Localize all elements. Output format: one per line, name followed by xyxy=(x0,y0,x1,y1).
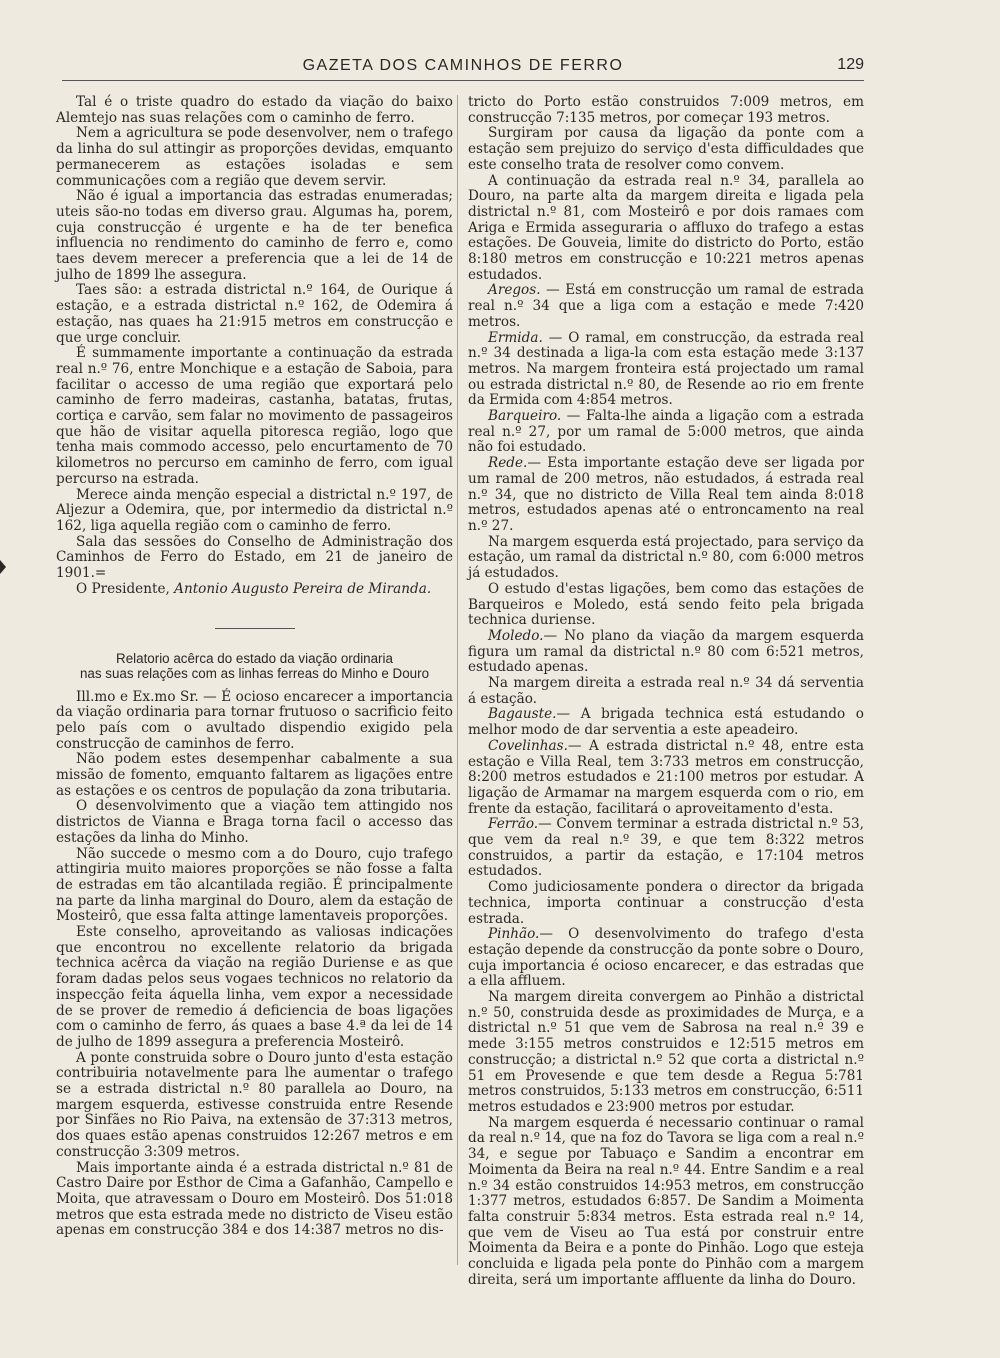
header-rule xyxy=(62,80,864,81)
paragraph: O estudo d'estas ligações, bem como das estações de Barqueiros e Moledo, está sendo feito pela brigada technica duriense. xyxy=(468,580,864,629)
station-name: Aregos. xyxy=(488,282,541,299)
station-name: Moledo. xyxy=(488,627,544,644)
paragraph: Não podem estes desempenhar cabalmente a sua missão de fomento, emquanto faltarem as ligações entre as estações e os centros de população da zona tributaria. xyxy=(56,751,453,799)
left-column xyxy=(56,95,453,1239)
station-text: — No plano da viação da margem esquerda figura um ramal da districtal n.º 80 com 6:521 metros, estudado apenas. xyxy=(468,627,864,676)
paragraph: Na margem esquerda está projectado, para serviço da estação, um ramal da districtal n.º 80, com 6:000 metros já estudados. xyxy=(468,533,864,582)
paragraph: Na margem esquerda é necessario continuar o ramal da real n.º 14, que na foz do Tavora se liga com a real n.º 34, e segue por Tabuaço e Sandim a encontrar em Moimenta da Beira na real n.º 44. Entre Sandim e a real n.º 34 estão construidos 14:953 metros, em construcção 1:377 metros, estudados 6:857. De Sandim a Moimenta falta construir 5:834 metros. Esta estrada real n.º 14, que vem de Viseu ao Tua está por construir entre Moimenta da Beira e a ponte do Pinhão. Logo que esteja concluida e ligada pela ponte do Pinhão com a margem direita, será um importante affluente da linha do Douro. xyxy=(468,1114,864,1288)
station-text: — Convem terminar a estrada districtal n.º 53, que vem da real n.º 39, e que tem 8:322 metros construidos, a partir da estação, e 17:104 metros estudados. xyxy=(468,816,864,880)
station-text: — Está em construcção um ramal de estrada real n.º 34 que a liga com a estação e mede 7:420 metros. xyxy=(468,282,864,330)
paragraph: Ill.mo e Ex.mo Sr. — É ocioso encarecer a importancia da viação ordinaria para tornar frutuoso o sacrificio feito pelo país com o avultado dispendio exigido pela construcção de caminhos de ferro. xyxy=(56,688,453,752)
paragraph: Nem a agricultura se pode desenvolver, nem o trafego da linha do sul attingir as proporções devidas, emquanto permanecerem as estações isoladas e sem communicações com a região que devem servir. xyxy=(56,125,453,189)
paragraph: Surgiram por causa da ligação da ponte com a estação sem prejuizo do serviço d'esta difficuldades que este conselho trata de resolver como convem. xyxy=(468,125,864,173)
paragraph: Como judiciosamente pondera o director da brigada technica, importa continuar a construcção d'esta estrada. xyxy=(468,879,864,927)
station-entry-aregos xyxy=(468,283,864,330)
station-name: Ermida. xyxy=(488,329,543,346)
paragraph: É summamente importante a continuação da estrada real n.º 76, entre Monchique e a estação de Saboia, para facilitar o accesso de uma região que exportará pelo caminho de ferro madeiras, castanha, batatas, frutas, cortiça e carvão, sem falar no movimento de passageiros que hão de visitar aquella pitoresca região, logo que tenha mais commodo accesso, pelo encurtamento de 70 kilometros no percurso em caminho de ferro, com igual percurso na estrada. xyxy=(56,345,453,487)
paragraph: Taes são: a estrada districtal n.º 164, de Ourique á estação, e a estrada districtal n.º 162, de Odemira á estação, nas quaes ha 21:915 metros em construcção e que urge concluir. xyxy=(56,282,453,346)
signature-prefix: O Presidente, xyxy=(76,580,175,597)
paragraph: Mais importante ainda é a estrada districtal n.º 81 de Castro Daire por Esthor de Cima a Gafanhão, Campello e Moita, que atravessam o Douro em Mosteirô. Dos 51:018 metros que esta estrada mede no districto de Viseu estão apenas em construcção 384 e dos 14:387 metros no dis- xyxy=(56,1159,453,1239)
paragraph: A ponte construida sobre o Douro junto d'esta estação contribuiria notavelmente para lhe aumentar o trafego se a estrada districtal n.º 80 parallela ao Douro, na margem esquerda, estivesse construida entre Resende por Sinfães no Rio Paiva, na extensão de 37:313 metros, dos quaes estão apenas construidos 12:267 metros e em construcção 3:309 metros. xyxy=(56,1049,453,1160)
column-separator xyxy=(457,95,458,1265)
paragraph: Não é igual a importancia das estradas enumeradas; uteis são-no todas em diverso grau. Algumas ha, porem, cuja construcção é urgente e ha de ter benefica influencia no rendimento do caminho de ferro e, como taes devem merecer a preferencia que a lei de 14 de julho de 1899 lhe assegura. xyxy=(56,188,453,283)
paragraph: A continuação da estrada real n.º 34, parallela ao Douro, na parte alta da margem direita e ligada pela districtal n.º 81, com Mosteirô e por dois ramaes com Ariga e Ermida asseguraria o affluxo do trafego a estas estações. De Gouveia, limite do districto do Porto, estão 8:180 metros em construcção e 10:221 metros apenas estudados. xyxy=(468,172,864,283)
publication-title: GAZETA DOS CAMINHOS DE FERRO xyxy=(302,57,624,74)
station-entry-pinhao xyxy=(468,927,864,990)
station-name: Pinhão. xyxy=(488,926,540,943)
station-text: — O desenvolvimento do trafego d'esta estação depende da construcção da ponte sobre o Douro, cuja importancia é ocioso encarecer, e das estradas que a ella affluem. xyxy=(468,926,865,990)
station-entry-covelinhas xyxy=(468,739,864,818)
station-text: — O ramal, em construcção, da estrada real n.º 34 destinada a liga-la com esta estação mede 3:137 metros. Na margem fronteira está projectado um ramal ou estrada districtal n.º 80, de Resende ao rio em frente da Ermida com 4:854 metros. xyxy=(468,329,864,409)
station-entry-ermida xyxy=(468,331,864,410)
station-entry-ferrao xyxy=(468,817,864,880)
station-entry-barqueiro xyxy=(468,409,864,456)
station-name: Rede. xyxy=(488,455,528,472)
station-entry-moledo xyxy=(468,629,864,676)
paragraph: Na margem direita a estrada real n.º 34 dá serventia á estação. xyxy=(468,675,864,707)
paragraph: Tal é o triste quadro do estado da viação do baixo Alemtejo nas suas relações com o caminho de ferro. xyxy=(56,94,453,126)
station-text: — A brigada technica está estudando o melhor modo de dar serventia a este apeadeiro. xyxy=(468,706,864,739)
paragraph: Merece ainda menção especial a districtal n.º 197, de Aljezur a Odemira, que, por intermedio da districtal n.º 162, liga aquella região com o caminho de ferro. xyxy=(56,486,453,534)
station-text: — Esta importante estação deve ser ligada por um ramal de 200 metros, não estudados, á estrada real n.º 34, que no districto de Villa Real tem ainda 8:018 metros, estudados apenas até o entroncamento na real n.º 27. xyxy=(468,455,864,534)
signature-line xyxy=(56,582,453,598)
paragraph: Na margem direita convergem ao Pinhão a districtal n.º 50, construida desde as proximidades de Murça, e a districtal n.º 51 que vem de Sabrosa na real n.º 39 e mede 3:155 metros construidos e 12:515 metros em construcção; a districtal n.º 52 que corta a districtal n.º 51 em Provesende e que tem desde a Regua 5:781 metros construidos, 5:133 metros em construcção, 6:511 metros estudados e 23:900 metros por estudar. xyxy=(468,989,864,1115)
signature-name: Antonio Augusto Pereira de Miranda. xyxy=(174,580,432,597)
station-text: — Falta-lhe ainda a ligação com a estrada real n.º 27, por um ramal de 5:000 metros, que ainda não foi estudado. xyxy=(468,408,864,456)
margin-mark-icon xyxy=(0,560,6,574)
paragraph: Sala das sessões do Conselho de Administração dos Caminhos de Ferro do Estado, em 21 de janeiro de 1901.= xyxy=(56,533,453,582)
section-title xyxy=(56,651,453,682)
paragraph: Este conselho, aproveitando as valiosas indicações que encontrou no excellente relatorio da brigada technica acêrca da viação na região Duriense e as que foram dadas pelos seus vogaes technicos no relatorio da inspecção feita áquella linha, vem expor a necessidade de se prover de remedio á deficiencia de boas ligações com o caminho de ferro, ás quaes a base 4.ª da lei de 14 de julho de 1899 assegura a preferencia Mosteirô. xyxy=(56,924,453,1050)
station-text: — A estrada districtal n.º 48, entre esta estação e Villa Real, tem 3:733 metros em construcção, 8:200 metros estudados e 21:100 metros por estudar. A ligação de Armamar na margem esquerda com o rio, em frente da estação, facilitará o aproveitamento d'esta. xyxy=(468,737,864,817)
station-name: Barqueiro. xyxy=(488,408,562,425)
station-entry-rede xyxy=(468,456,864,535)
station-name: Bagauste. xyxy=(488,706,557,723)
section-title-line: Relatorio acêrca do estado da viação ordinaria xyxy=(116,650,393,666)
right-column xyxy=(468,95,864,1288)
station-name: Covelinhas. xyxy=(488,737,568,754)
page-number: 129 xyxy=(837,56,864,73)
page-header xyxy=(62,56,864,78)
section-title-line: nas suas relações com as linhas ferreas do Minho e Douro xyxy=(79,666,430,681)
paragraph: tricto do Porto estão construidos 7:009 metros, em construcção 7:135 metros, por começar 193 metros. xyxy=(468,94,864,126)
paragraph: Não succede o mesmo com a do Douro, cujo trafego attingiria muito maiores proporções se não fosse a falta de estradas em tão alcantilada região. É principalmente na parte da linha marginal do Douro, alem da estação de Mosteirô, que essa falta attinge lamentaveis proporções. xyxy=(56,845,453,925)
station-name: Ferrão. xyxy=(488,816,539,833)
station-entry-bagauste xyxy=(468,707,864,738)
section-divider xyxy=(215,628,295,629)
paragraph: O desenvolvimento que a viação tem attingido nos districtos de Vianna e Braga torna facil o accesso das estações da linha do Minho. xyxy=(56,798,453,846)
